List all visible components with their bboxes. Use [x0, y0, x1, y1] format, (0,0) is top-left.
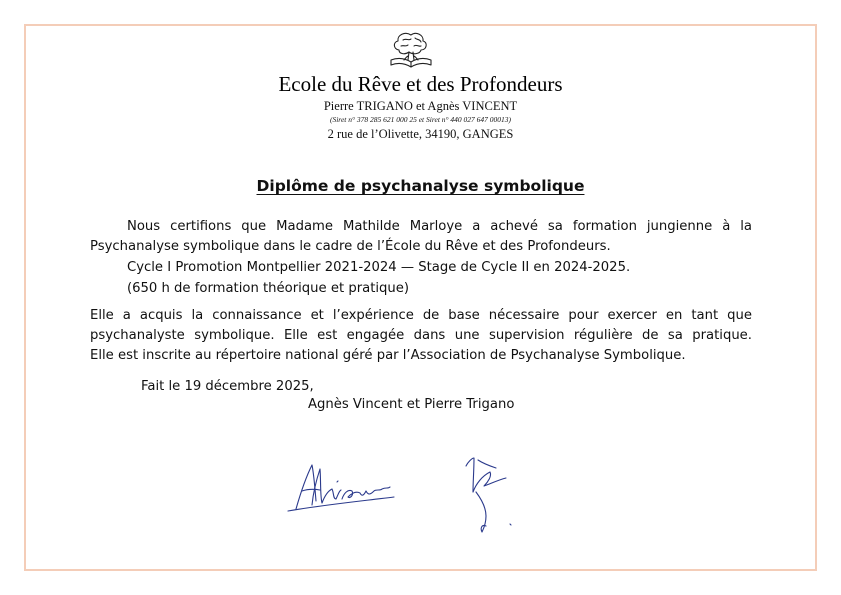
school-name: Ecole du Rêve et des Profondeurs [278, 72, 563, 96]
hours-line: (650 h de formation théorique et pratique) [127, 281, 410, 296]
paragraph-1-line-1: Nous certifions que Madame Mathilde Marloye a achevé sa formation jungienne à la [127, 219, 752, 234]
directors-names: Pierre TRIGANO et Agnès VINCENT [323, 99, 518, 113]
signatories-line: Agnès Vincent et Pierre Trigano [308, 397, 515, 412]
cycle-line: Cycle I Promotion Montpellier 2021-2024 — Stage de Cycle II en 2024-2025. [127, 260, 631, 275]
paragraph-2-line-2: psychanalyste symbolique. Elle est engagée dans une supervision régulière de sa pratique. [90, 328, 752, 343]
signature-agnes-vincent [282, 455, 402, 517]
paragraph-1-line-2: Psychanalyse symbolique dans le cadre de l’École du Rêve et des Profondeurs. [90, 239, 611, 254]
siret-numbers: (Siret n° 378 285 621 000 25 et Siret n° 440 027 647 00013) [329, 115, 512, 124]
tree-book-logo-icon [385, 29, 437, 69]
paragraph-2-line-3: Elle est inscrite au répertoire national géré par l’Association de Psychanalyse Symbolique. [90, 348, 686, 363]
signature-pierre-trigano [456, 452, 526, 538]
paragraph-2-line-1: Elle a acquis la connaissance et l’expérience de base nécessaire pour exercer en tant que [90, 308, 752, 323]
date-line: Fait le 19 décembre 2025, [141, 379, 314, 394]
diploma-title: Diplôme de psychanalyse symbolique [256, 177, 585, 195]
school-address: 2 rue de l’Olivette, 34190, GANGES [327, 127, 514, 141]
